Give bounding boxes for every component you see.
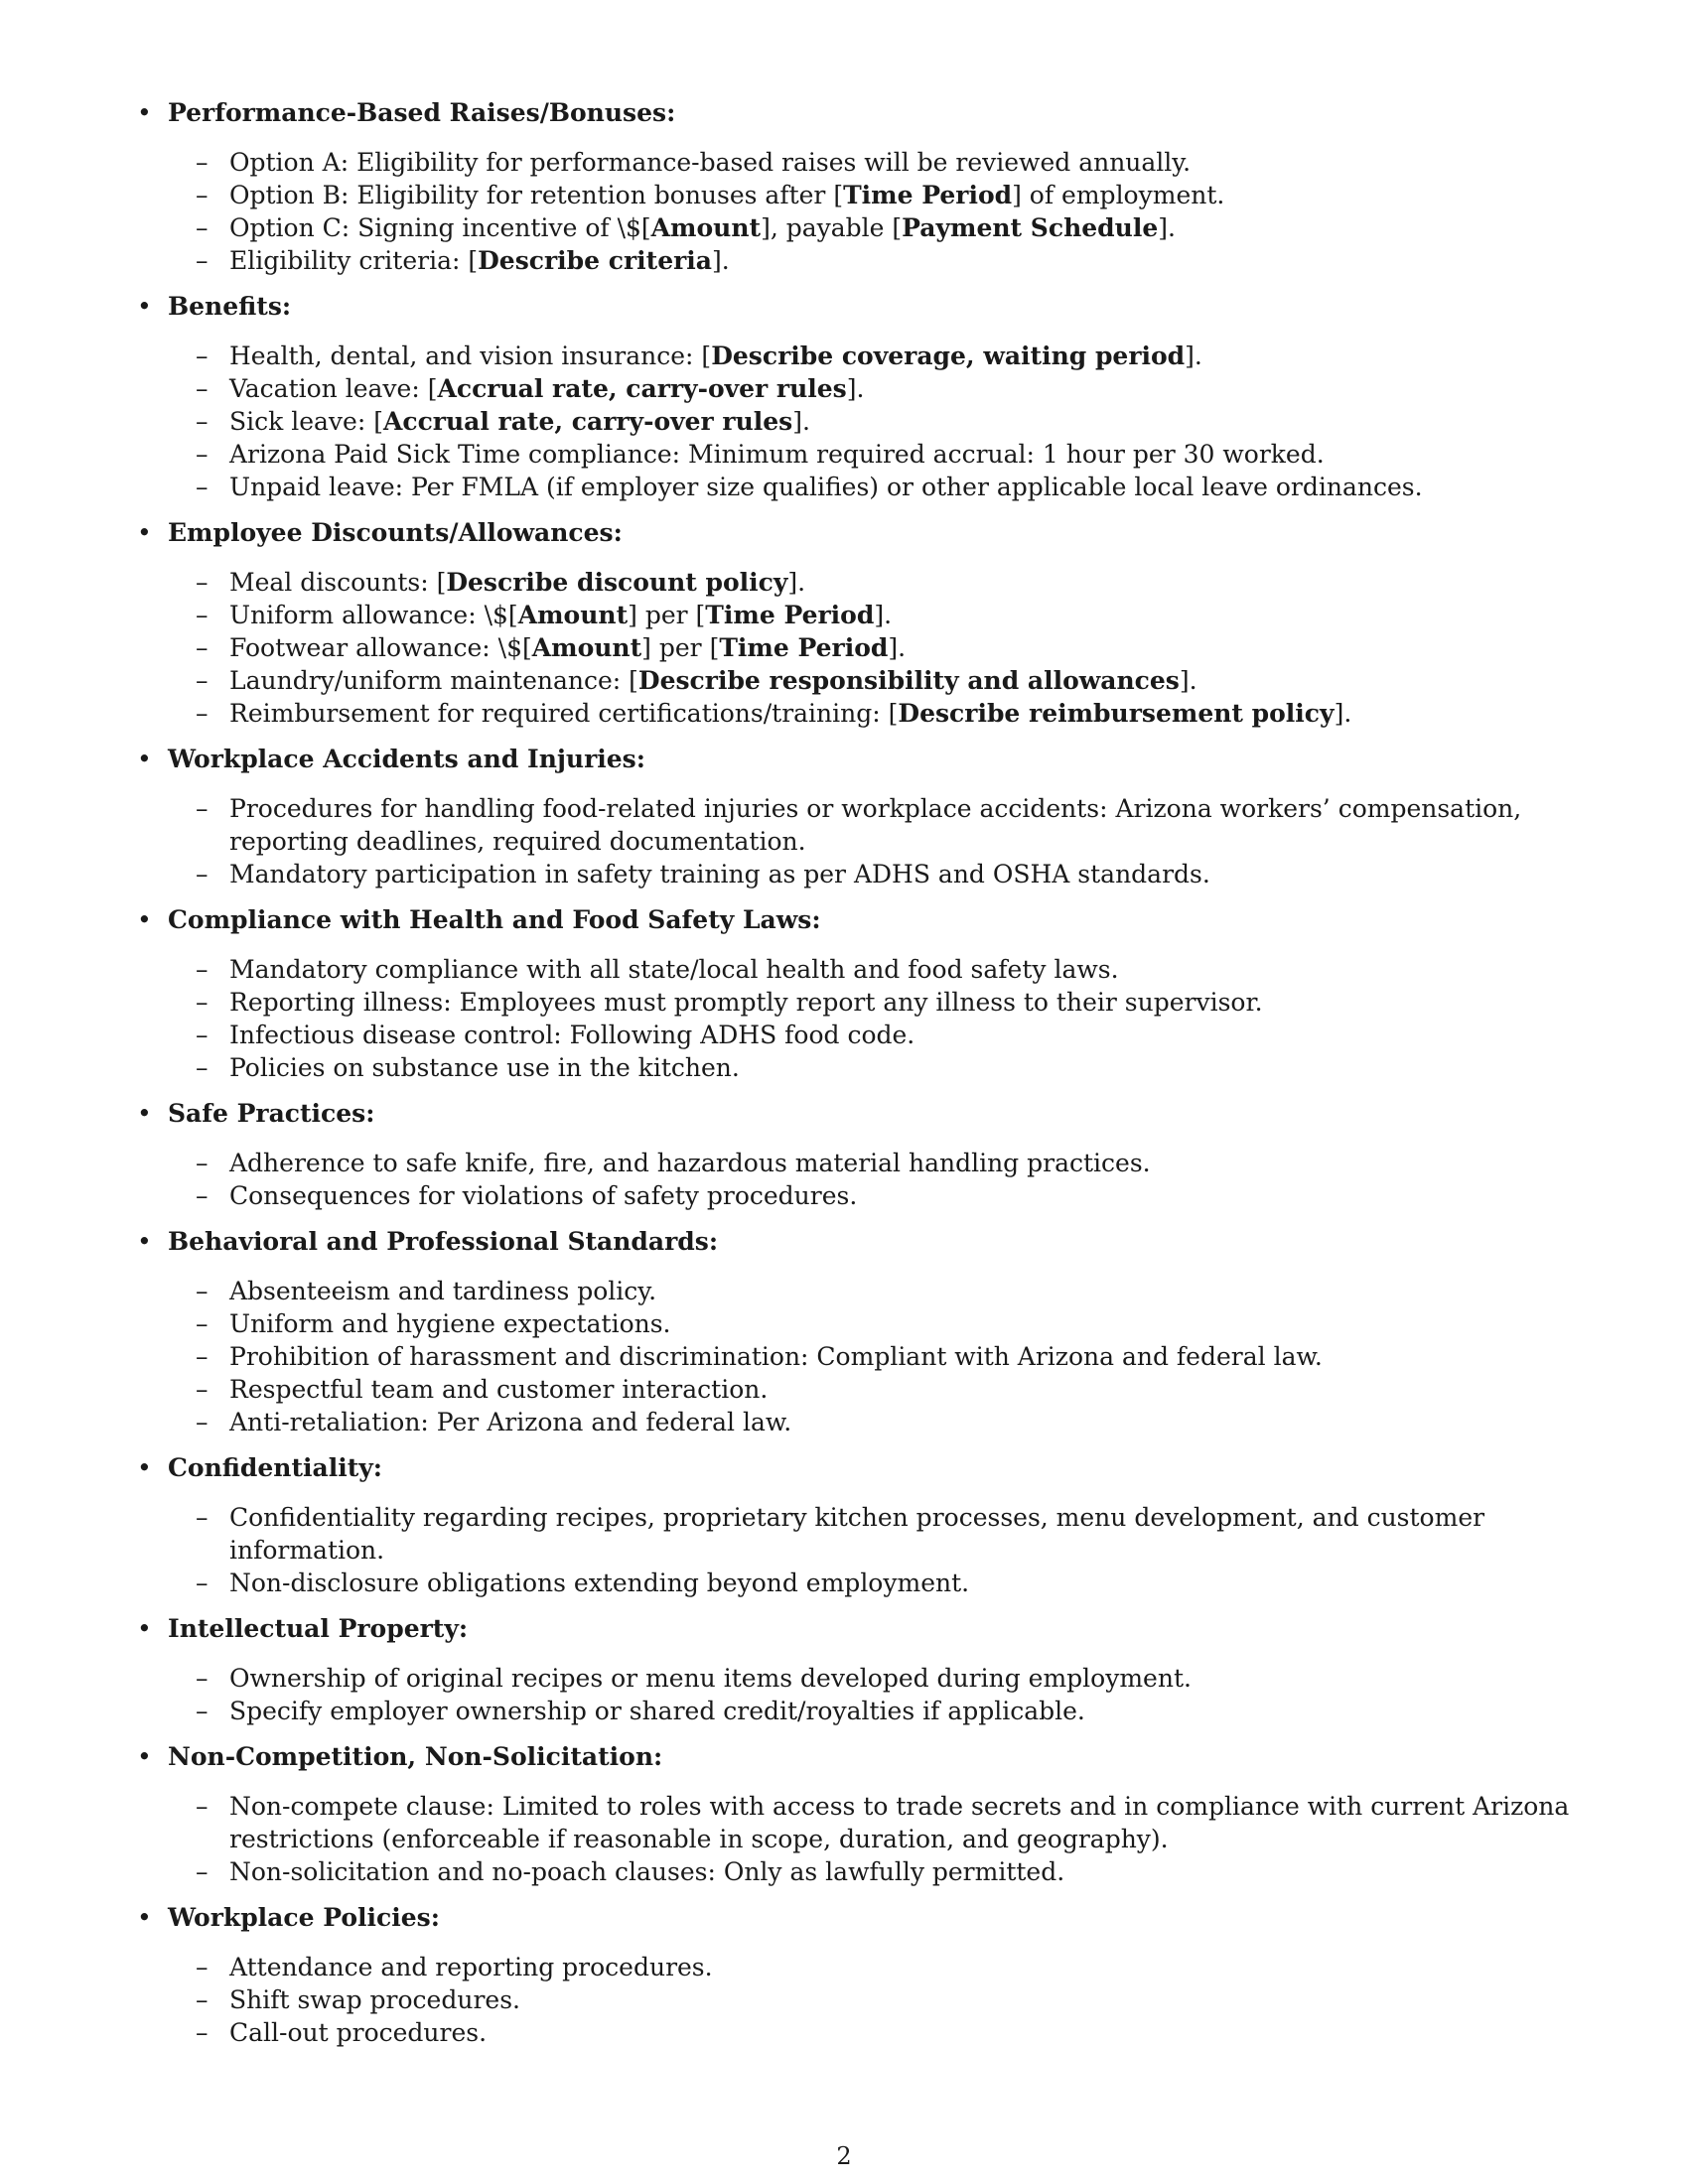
item-text: ]. [1185, 341, 1202, 370]
list-item [168, 1051, 1584, 1084]
placeholder-field: Time Period [719, 633, 889, 662]
section-title: Workplace Accidents and Injuries: [168, 745, 645, 773]
list-item [168, 953, 1584, 986]
item-text: ]. [1179, 666, 1197, 695]
list-item [168, 340, 1584, 372]
item-text: Procedures for handling food-related injuries or workplace accidents: Arizona workers’ compensation, reporting deadlines, required documentation. [229, 794, 1522, 856]
dash-icon: – [196, 1277, 209, 1305]
dash-icon: – [196, 374, 209, 403]
item-text: Laundry/uniform maintenance: [ [229, 666, 638, 695]
list-item [168, 438, 1584, 471]
list-item [168, 566, 1584, 599]
item-text: Reporting illness: Employees must promptly report any illness to their supervisor. [229, 988, 1263, 1017]
item-text: Confidentiality regarding recipes, proprietary kitchen processes, menu development, and customer information. [229, 1503, 1485, 1565]
placeholder-field: Describe reimbursement policy [898, 699, 1335, 728]
item-text: Meal discounts: [ [229, 568, 447, 597]
item-text: Vacation leave: [ [229, 374, 438, 403]
item-text: Specify employer ownership or shared credit/royalties if applicable. [229, 1697, 1085, 1725]
dash-icon: – [196, 1021, 209, 1049]
dash-icon: – [196, 213, 209, 242]
page-number: 2 [836, 2142, 852, 2170]
item-text: Ownership of original recipes or menu items developed during employment. [229, 1664, 1192, 1693]
placeholder-field: Describe criteria [478, 246, 712, 275]
dash-icon: – [196, 1342, 209, 1371]
list-item [168, 1501, 1584, 1567]
dash-icon: – [196, 568, 209, 597]
list-item [168, 1275, 1584, 1307]
dash-icon: – [196, 988, 209, 1017]
list-item [168, 697, 1584, 730]
list-item [168, 1340, 1584, 1373]
section [134, 1451, 1584, 1599]
dash-icon: – [196, 1569, 209, 1597]
placeholder-field: Amount [531, 633, 642, 662]
item-text: Arizona Paid Sick Time compliance: Minimum required accrual: 1 hour per 30 worked. [229, 440, 1325, 469]
list-item [168, 405, 1584, 438]
placeholder-field: Accrual rate, carry-over rules [382, 407, 793, 436]
section-title: Performance-Based Raises/Bonuses: [168, 98, 676, 127]
item-text: ]. [874, 601, 893, 629]
bullet-icon: • [137, 1099, 152, 1128]
item-text: Consequences for violations of safety procedures. [229, 1181, 858, 1210]
section [134, 1740, 1584, 1888]
placeholder-field: Amount [650, 213, 762, 242]
dash-icon: – [196, 2018, 209, 2047]
dash-icon: – [196, 601, 209, 629]
dash-icon: – [196, 246, 209, 275]
bullet-icon: • [137, 518, 152, 547]
list-item [168, 1179, 1584, 1212]
item-list [168, 1501, 1584, 1599]
section [134, 903, 1584, 1084]
item-text: Option B: Eligibility for retention bonuses after [ [229, 181, 844, 209]
list-item [168, 1855, 1584, 1888]
item-text: ]. [787, 568, 806, 597]
item-text: ]. [846, 374, 865, 403]
item-text: Sick leave: [ [229, 407, 383, 436]
placeholder-field: Accrual rate, carry-over rules [437, 374, 847, 403]
dash-icon: – [196, 407, 209, 436]
section-title: Workplace Policies: [168, 1903, 440, 1932]
item-text: Respectful team and customer interaction. [229, 1375, 769, 1404]
section [134, 290, 1584, 503]
dash-icon: – [196, 1792, 209, 1821]
section [134, 96, 1584, 277]
bullet-icon: • [137, 1614, 152, 1643]
dash-icon: – [196, 440, 209, 469]
list-item [168, 179, 1584, 211]
item-text: Mandatory participation in safety training as per ADHS and OSHA standards. [229, 860, 1210, 888]
dash-icon: – [196, 1408, 209, 1436]
list-item [168, 1790, 1584, 1855]
dash-icon: – [196, 1375, 209, 1404]
dash-icon: – [196, 955, 209, 984]
bullet-icon: • [137, 745, 152, 773]
bullet-icon: • [137, 1453, 152, 1482]
dash-icon: – [196, 341, 209, 370]
dash-icon: – [196, 1309, 209, 1338]
dash-icon: – [196, 633, 209, 662]
item-text: Policies on substance use in the kitchen. [229, 1053, 740, 1082]
item-list [168, 146, 1584, 277]
list-item [168, 372, 1584, 405]
item-text: Health, dental, and vision insurance: [ [229, 341, 712, 370]
section [134, 516, 1584, 730]
list-item [168, 986, 1584, 1019]
item-text: Shift swap procedures. [229, 1985, 520, 2014]
dash-icon: – [196, 1985, 209, 2014]
placeholder-field: Time Period [705, 601, 875, 629]
item-text: ]. [888, 633, 907, 662]
bullet-icon: • [137, 292, 152, 321]
list-item [168, 631, 1584, 664]
item-text: ] per [ [628, 601, 706, 629]
list-item [168, 244, 1584, 277]
item-text: Mandatory compliance with all state/local health and food safety laws. [229, 955, 1119, 984]
dash-icon: – [196, 1149, 209, 1177]
item-text: Reimbursement for required certifications/training: [ [229, 699, 899, 728]
section [134, 1901, 1584, 2049]
list-item [168, 1373, 1584, 1406]
dash-icon: – [196, 473, 209, 501]
item-text: Non-compete clause: Limited to roles with access to trade secrets and in compliance with current Arizona restrictions (enforceable if reasonable in scope, duration, and geography). [229, 1792, 1570, 1853]
item-list [168, 1790, 1584, 1888]
section [134, 1225, 1584, 1438]
section-title: Behavioral and Professional Standards: [168, 1227, 719, 1256]
item-text: ] of employment. [1012, 181, 1225, 209]
item-text: Uniform allowance: \$[ [229, 601, 518, 629]
dash-icon: – [196, 860, 209, 888]
section-title: Employee Discounts/Allowances: [168, 518, 623, 547]
dash-icon: – [196, 1857, 209, 1886]
list-item [168, 599, 1584, 631]
item-text: Footwear allowance: \$[ [229, 633, 532, 662]
section-title: Compliance with Health and Food Safety Laws: [168, 905, 821, 934]
item-list [168, 1662, 1584, 1727]
item-list [168, 340, 1584, 503]
list-item [168, 1695, 1584, 1727]
dash-icon: – [196, 666, 209, 695]
list-item [168, 792, 1584, 858]
item-text: ] per [ [641, 633, 720, 662]
item-text: ]. [1334, 699, 1352, 728]
item-text: Unpaid leave: Per FMLA (if employer size qualifies) or other applicable local leave ordinances. [229, 473, 1423, 501]
item-list [168, 1951, 1584, 2049]
item-text: ]. [711, 246, 730, 275]
item-list [168, 1147, 1584, 1212]
item-text: Attendance and reporting procedures. [229, 1953, 713, 1981]
section [134, 1612, 1584, 1727]
item-list [168, 792, 1584, 890]
list-item [168, 664, 1584, 697]
item-text: ], payable [ [761, 213, 903, 242]
list-item [168, 2016, 1584, 2049]
list-item [168, 1662, 1584, 1695]
list-item [168, 858, 1584, 890]
section-title: Safe Practices: [168, 1099, 375, 1128]
item-list [168, 566, 1584, 730]
bullet-icon: • [137, 1227, 152, 1256]
section-title: Benefits: [168, 292, 292, 321]
item-text: Option A: Eligibility for performance-based raises will be reviewed annually. [229, 148, 1192, 177]
list-item [168, 1951, 1584, 1983]
placeholder-field: Payment Schedule [902, 213, 1159, 242]
item-text: Prohibition of harassment and discrimination: Compliant with Arizona and federal law. [229, 1342, 1323, 1371]
item-list [168, 953, 1584, 1084]
item-text: Infectious disease control: Following ADHS food code. [229, 1021, 915, 1049]
dash-icon: – [196, 1697, 209, 1725]
dash-icon: – [196, 148, 209, 177]
bullet-icon: • [137, 905, 152, 934]
list-item [168, 1147, 1584, 1179]
placeholder-field: Time Period [843, 181, 1013, 209]
dash-icon: – [196, 181, 209, 209]
dash-icon: – [196, 1664, 209, 1693]
item-text: ]. [1158, 213, 1176, 242]
item-text: Uniform and hygiene expectations. [229, 1309, 671, 1338]
item-text: Eligibility criteria: [ [229, 246, 479, 275]
dash-icon: – [196, 1053, 209, 1082]
section [134, 1097, 1584, 1212]
dash-icon: – [196, 1953, 209, 1981]
item-list [168, 1275, 1584, 1438]
item-text: Absenteeism and tardiness policy. [229, 1277, 657, 1305]
item-text: Adherence to safe knife, fire, and hazardous material handling practices. [229, 1149, 1151, 1177]
dash-icon: – [196, 699, 209, 728]
bullet-icon: • [137, 98, 152, 127]
bullet-icon: • [137, 1903, 152, 1932]
section-title: Confidentiality: [168, 1453, 383, 1482]
list-item [168, 471, 1584, 503]
bullet-icon: • [137, 1742, 152, 1771]
item-text: Non-disclosure obligations extending beyond employment. [229, 1569, 970, 1597]
list-item [168, 1406, 1584, 1438]
list-item [168, 146, 1584, 179]
placeholder-field: Describe coverage, waiting period [711, 341, 1186, 370]
list-item [168, 1307, 1584, 1340]
section-list [134, 96, 1584, 2062]
list-item [168, 1019, 1584, 1051]
item-text: Call-out procedures. [229, 2018, 488, 2047]
placeholder-field: Describe responsibility and allowances [637, 666, 1180, 695]
list-item [168, 1983, 1584, 2016]
section-title: Non-Competition, Non-Solicitation: [168, 1742, 663, 1771]
item-text: ]. [792, 407, 810, 436]
placeholder-field: Amount [517, 601, 629, 629]
placeholder-field: Describe discount policy [446, 568, 788, 597]
dash-icon: – [196, 1503, 209, 1532]
item-text: Anti-retaliation: Per Arizona and federal law. [229, 1408, 792, 1436]
section-title: Intellectual Property: [168, 1614, 469, 1643]
list-item [168, 211, 1584, 244]
dash-icon: – [196, 1181, 209, 1210]
dash-icon: – [196, 794, 209, 823]
section [134, 743, 1584, 890]
list-item [168, 1567, 1584, 1599]
item-text: Option C: Signing incentive of \$[ [229, 213, 651, 242]
item-text: Non-solicitation and no-poach clauses: Only as lawfully permitted. [229, 1857, 1065, 1886]
